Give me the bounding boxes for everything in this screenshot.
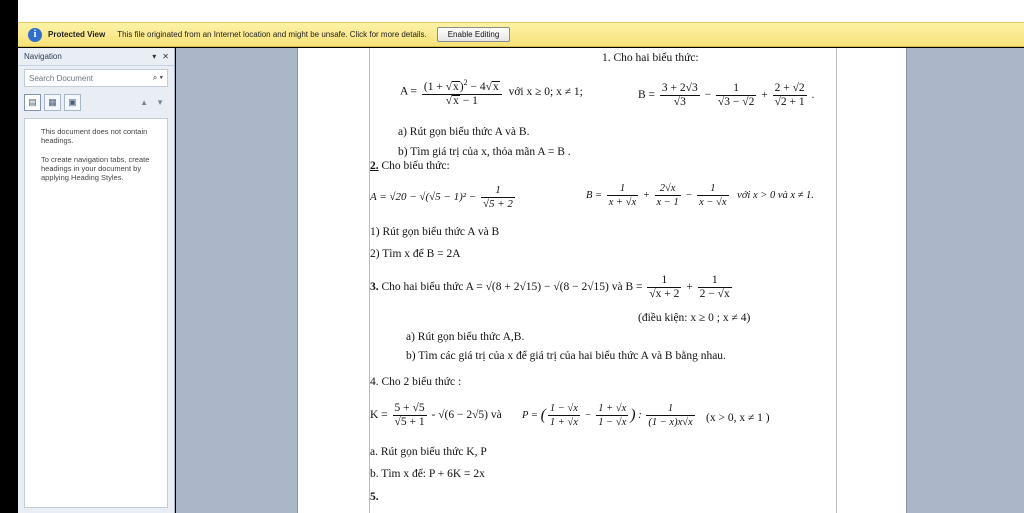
q4-condition: (x > 0, x ≠ 1 ) (706, 412, 770, 424)
screen-edge-left (0, 0, 18, 513)
q5-label: 5. (370, 491, 379, 503)
q2-title: 2. Cho biểu thức: (370, 160, 450, 172)
document-page[interactable] (297, 48, 907, 513)
q4-part-b: b. Tìm x để: P + 6K = 2x (370, 468, 485, 480)
q3-condition: (điều kiện: x ≥ 0 ; x ≠ 4) (638, 312, 751, 324)
enable-editing-button[interactable]: Enable Editing (437, 27, 511, 42)
search-placeholder: Search Document (29, 73, 94, 83)
previous-arrow-icon[interactable]: ▲ (140, 97, 149, 107)
q4-expression-k: K = $\frac{5 + √5}{√5 + 1}$ - √(6 − 2√5) và (370, 402, 502, 428)
q1-title: 1. Cho hai biểu thức: (602, 52, 699, 64)
tab-pages-icon[interactable]: ▦ (44, 94, 61, 111)
q4-expression-p: P = ( $\frac{1 - √x}{1 + √x}$ − $\frac{1 + √x}{1 - √x}$ ) : $\frac{1}{(1 - x)x√x}$ (522, 403, 693, 428)
right-margin-guide (836, 48, 837, 513)
info-icon: i (28, 28, 42, 42)
protected-view-title: Protected View (48, 30, 106, 39)
q3-expression: 3. Cho hai biểu thức A = √(8 + 2√15) − √(8 − 2√15) và B = $\frac{1}{√x + 2}$ + $\frac{1}{2 - √x}$ (370, 274, 730, 300)
search-document-input[interactable] (24, 69, 168, 87)
document-workspace (176, 48, 1024, 513)
pane-menu-icon[interactable]: ▾ (152, 52, 157, 61)
tab-headings-icon[interactable]: ▤ (24, 94, 41, 111)
q1-part-b: b) Tìm giá trị của x, thỏa mãn A = B . (398, 146, 571, 158)
create-headings-hint: To create navigation tabs, create headings in your document by applying Heading Styles. (41, 155, 150, 182)
tab-results-icon[interactable]: ▣ (64, 94, 81, 111)
navigation-results (24, 118, 168, 508)
q2-part-1: 1) Rút gọn biểu thức A và B (370, 226, 500, 238)
q2-part-2: 2) Tìm x để B = 2A (370, 248, 461, 260)
q2-expression-b: B = $\frac{1}{x + √x}$ + $\frac{2√x}{x - 1}$ − $\frac{1}{x - √x}$ với x > 0 và x ≠ 1. (586, 183, 814, 208)
search-icon[interactable]: ⌕ ▾ (152, 73, 163, 82)
q4-title: 4. Cho 2 biểu thức : (370, 376, 462, 388)
no-headings-text: This document does not contain headings. (41, 127, 148, 145)
q1-expression-a: A = $\frac{(1 + √x)^2 - 4√x}{√x - 1}$ với x ≥ 0; x ≠ 1; (400, 78, 583, 107)
q2-expression-a: A = √20 − √(√5 − 1)² − $\frac{1}{√5 + 2}$ (370, 184, 513, 210)
navigation-tabs (24, 91, 168, 113)
ribbon-area (18, 0, 1024, 22)
close-icon[interactable]: ✕ (162, 52, 169, 61)
navigation-pane (18, 48, 175, 513)
q1-part-a: a) Rút gọn biểu thức A và B. (398, 126, 530, 138)
q3-part-a: a) Rút gọn biểu thức A,B. (406, 331, 525, 343)
navigation-header (18, 48, 174, 66)
next-arrow-icon[interactable]: ▼ (156, 97, 164, 107)
q3-part-b: b) Tìm các giá trị của x để giá trị của hai biểu thức A và B bằng nhau. (406, 350, 726, 362)
navigation-title: Navigation (24, 52, 62, 61)
protected-view-message[interactable]: This file originated from an Internet location and might be unsafe. Click for more details. (117, 30, 427, 39)
q1-a-fraction: $\frac{(1 + √x)^2 - 4√x}{√x - 1}$ (422, 76, 502, 108)
protected-view-bar (18, 22, 1024, 47)
q1-expression-b: B = $\frac{3 + 2√3}{√3}$ − $\frac{1}{√3 - √2}$ + $\frac{2 + √2}{√2 + 1}$ . (638, 82, 815, 108)
q4-part-a: a. Rút gọn biểu thức K, P (370, 446, 487, 458)
